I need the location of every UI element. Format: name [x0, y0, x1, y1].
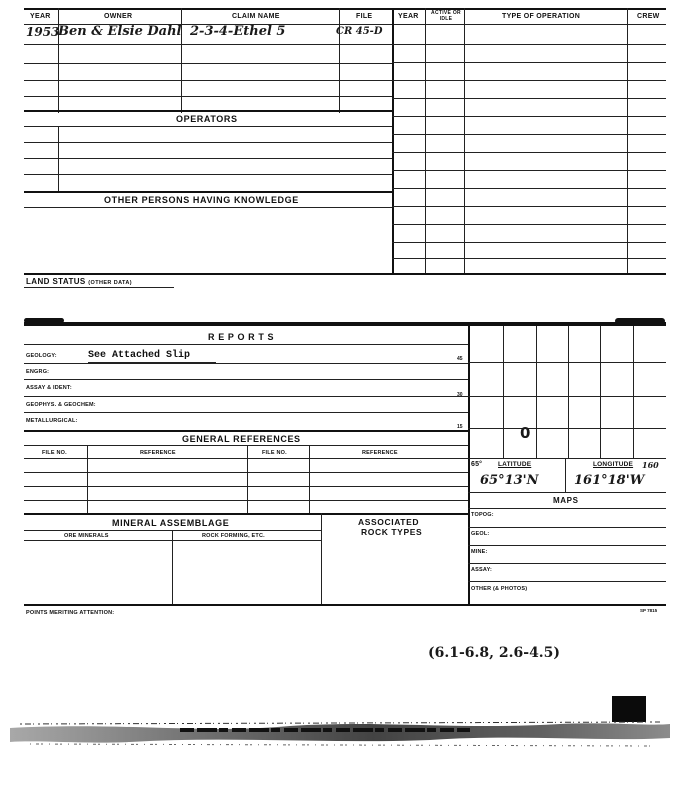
- report-row-line: [24, 363, 468, 364]
- maps-mine: MINE:: [471, 549, 488, 555]
- header-file: FILE: [356, 13, 373, 20]
- associated-label: ASSOCIATED: [358, 517, 420, 527]
- maps-row-line: [468, 527, 666, 528]
- latlong-divider: [565, 458, 566, 492]
- other-persons-title: OTHER PERSONS HAVING KNOWLEDGE: [104, 195, 299, 205]
- operators-header-rule: [24, 126, 392, 127]
- reports-right-divider: [468, 326, 470, 606]
- longitude-label: LONGITUDE: [593, 461, 634, 468]
- latlong-top-rule: [468, 458, 666, 459]
- maps-header-rule: [468, 508, 666, 509]
- smudge-right: [615, 318, 665, 324]
- grid-hline: [468, 362, 666, 363]
- header-op-year: YEAR: [398, 13, 419, 20]
- land-status-underline: [24, 287, 174, 288]
- entry-owner: Ben & Elsie Dahl: [58, 24, 182, 39]
- ref-row-line: [24, 472, 468, 473]
- grid-vline: [568, 326, 569, 458]
- bottom-rule: [24, 604, 666, 606]
- handwritten-coordinates: (6.1-6.8, 2.6-4.5): [428, 645, 561, 661]
- op-row-line: [392, 98, 666, 99]
- ref-header-reference-1: REFERENCE: [140, 450, 176, 456]
- operators-row-line: [24, 142, 392, 143]
- report-label-metallurgical: METALLURGICAL:: [26, 418, 78, 424]
- maps-topog: TOPOG:: [471, 512, 494, 518]
- report-label-engrg: ENGRG:: [26, 369, 50, 375]
- general-refs-header-bottom: [24, 458, 468, 459]
- longitude-note: 160: [642, 460, 659, 470]
- operators-row-line: [24, 158, 392, 159]
- general-refs-header-top: [24, 445, 468, 446]
- middle-divider: [392, 8, 394, 274]
- op-row-line: [392, 188, 666, 189]
- op-row-line: [392, 134, 666, 135]
- entry-year: 1953: [26, 25, 60, 39]
- op-row-line: [392, 116, 666, 117]
- op-row-line: [392, 80, 666, 81]
- general-references-title: GENERAL REFERENCES: [182, 434, 301, 444]
- owner-row-line: [24, 96, 392, 97]
- grid-vline: [536, 326, 537, 458]
- maps-assay: ASSAY:: [471, 567, 493, 573]
- latitude-value: 65°13'N: [480, 473, 539, 488]
- land-status-rule: [24, 273, 666, 275]
- points-meriting-attention: POINTS MERITING ATTENTION:: [26, 610, 115, 616]
- owner-row-line: [24, 63, 392, 64]
- col-divider-type: [627, 8, 628, 274]
- land-status-title: LAND STATUS: [26, 277, 86, 286]
- report-row-line: [24, 412, 468, 413]
- other-persons-top-rule: [24, 191, 392, 193]
- maps-other: OTHER (& PHOTOS): [471, 586, 528, 592]
- ref-col-divider: [247, 445, 248, 513]
- col-divider-op-year: [425, 8, 426, 274]
- report-label-assay: ASSAY & IDENT:: [26, 385, 72, 391]
- op-row-line: [392, 224, 666, 225]
- grid-vline: [600, 326, 601, 458]
- maps-top-rule: [468, 492, 666, 493]
- col-divider-active: [464, 8, 465, 274]
- maps-row-line: [468, 581, 666, 582]
- maps-row-line: [468, 545, 666, 546]
- report-value-geology: See Attached Slip: [88, 350, 191, 361]
- report-row-line: [24, 396, 468, 397]
- header-claim-name: CLAIM NAME: [232, 13, 280, 20]
- entry-file: CR 45-D: [336, 26, 383, 37]
- ref-header-file-no-2: FILE NO.: [262, 450, 287, 456]
- grid-location-mark: 0: [520, 424, 531, 442]
- mineral-col-divider: [172, 530, 173, 605]
- other-persons-rule: [24, 207, 392, 208]
- col-divider-claim: [339, 8, 340, 113]
- ref-header-file-no-1: FILE NO.: [42, 450, 67, 456]
- ref-row-line: [24, 500, 468, 501]
- general-refs-top-rule: [24, 430, 468, 432]
- smudge-left: [24, 318, 64, 323]
- operators-title: OPERATORS: [176, 114, 238, 124]
- reports-header-rule: [24, 344, 468, 345]
- op-row-line: [392, 206, 666, 207]
- form-number: SP 7815: [640, 608, 658, 613]
- header-type-of-operation: TYPE OF OPERATION: [502, 13, 581, 20]
- owner-row-line: [24, 80, 392, 81]
- maps-geol: GEOL:: [471, 531, 490, 537]
- land-status-label: [26, 277, 132, 286]
- geology-underline: [88, 362, 216, 363]
- header-owner: OWNER: [104, 13, 133, 20]
- reports-title: R E P O R T S: [208, 332, 275, 342]
- top-border: [24, 8, 666, 10]
- entry-claim-name: 2-3-4-Ethel 5: [190, 24, 286, 39]
- op-row-line: [392, 62, 666, 63]
- report-row-line: [24, 379, 468, 380]
- maps-title: MAPS: [553, 496, 579, 505]
- op-row-line: [392, 170, 666, 171]
- reports-heavy-rule: [24, 322, 666, 326]
- report-code-metallurgical: 15: [457, 424, 463, 430]
- operators-row-line: [24, 174, 392, 175]
- header-active-or-idle: ACTIVE OR IDLE: [431, 10, 461, 22]
- op-row-line: [392, 258, 666, 259]
- operators-top-rule: [24, 110, 392, 112]
- ref-row-line: [24, 486, 468, 487]
- mineral-associated-divider: [321, 513, 322, 605]
- scan-artifact-strip: [0, 700, 678, 760]
- rock-forming-label: ROCK FORMING, ETC.: [202, 533, 265, 539]
- grid-hline: [468, 428, 666, 429]
- op-row-line: [392, 44, 666, 45]
- grid-vline: [503, 326, 504, 458]
- header-crew: CREW: [637, 13, 660, 20]
- report-label-geophys: GEOPHYS. & GEOCHEM:: [26, 402, 96, 408]
- mineral-assemblage-title: MINERAL ASSEMBLAGE: [112, 518, 230, 528]
- ref-col-divider: [309, 445, 310, 513]
- ore-minerals-label: ORE MINERALS: [64, 533, 109, 539]
- mineral-top-rule: [24, 513, 468, 515]
- longitude-value: 161°18'W: [574, 473, 645, 488]
- report-label-geology: GEOLOGY:: [26, 353, 57, 359]
- op-row-line: [392, 152, 666, 153]
- owner-row-line: [24, 44, 392, 45]
- latitude-label: LATITUDE: [498, 461, 532, 468]
- report-code-geology: 45: [457, 356, 463, 362]
- rock-types-label: ROCK TYPES: [361, 527, 423, 537]
- grid-vline: [633, 326, 634, 458]
- ref-col-divider: [87, 445, 88, 513]
- report-side-code: 30: [457, 392, 463, 398]
- lat-prefix: 65°: [471, 461, 483, 468]
- maps-row-line: [468, 563, 666, 564]
- header-year: YEAR: [30, 13, 51, 20]
- operators-col-divider: [58, 126, 59, 192]
- op-row-line: [392, 242, 666, 243]
- land-status-sublabel: (OTHER DATA): [88, 280, 132, 286]
- ref-header-reference-2: REFERENCE: [362, 450, 398, 456]
- grid-hline: [468, 396, 666, 397]
